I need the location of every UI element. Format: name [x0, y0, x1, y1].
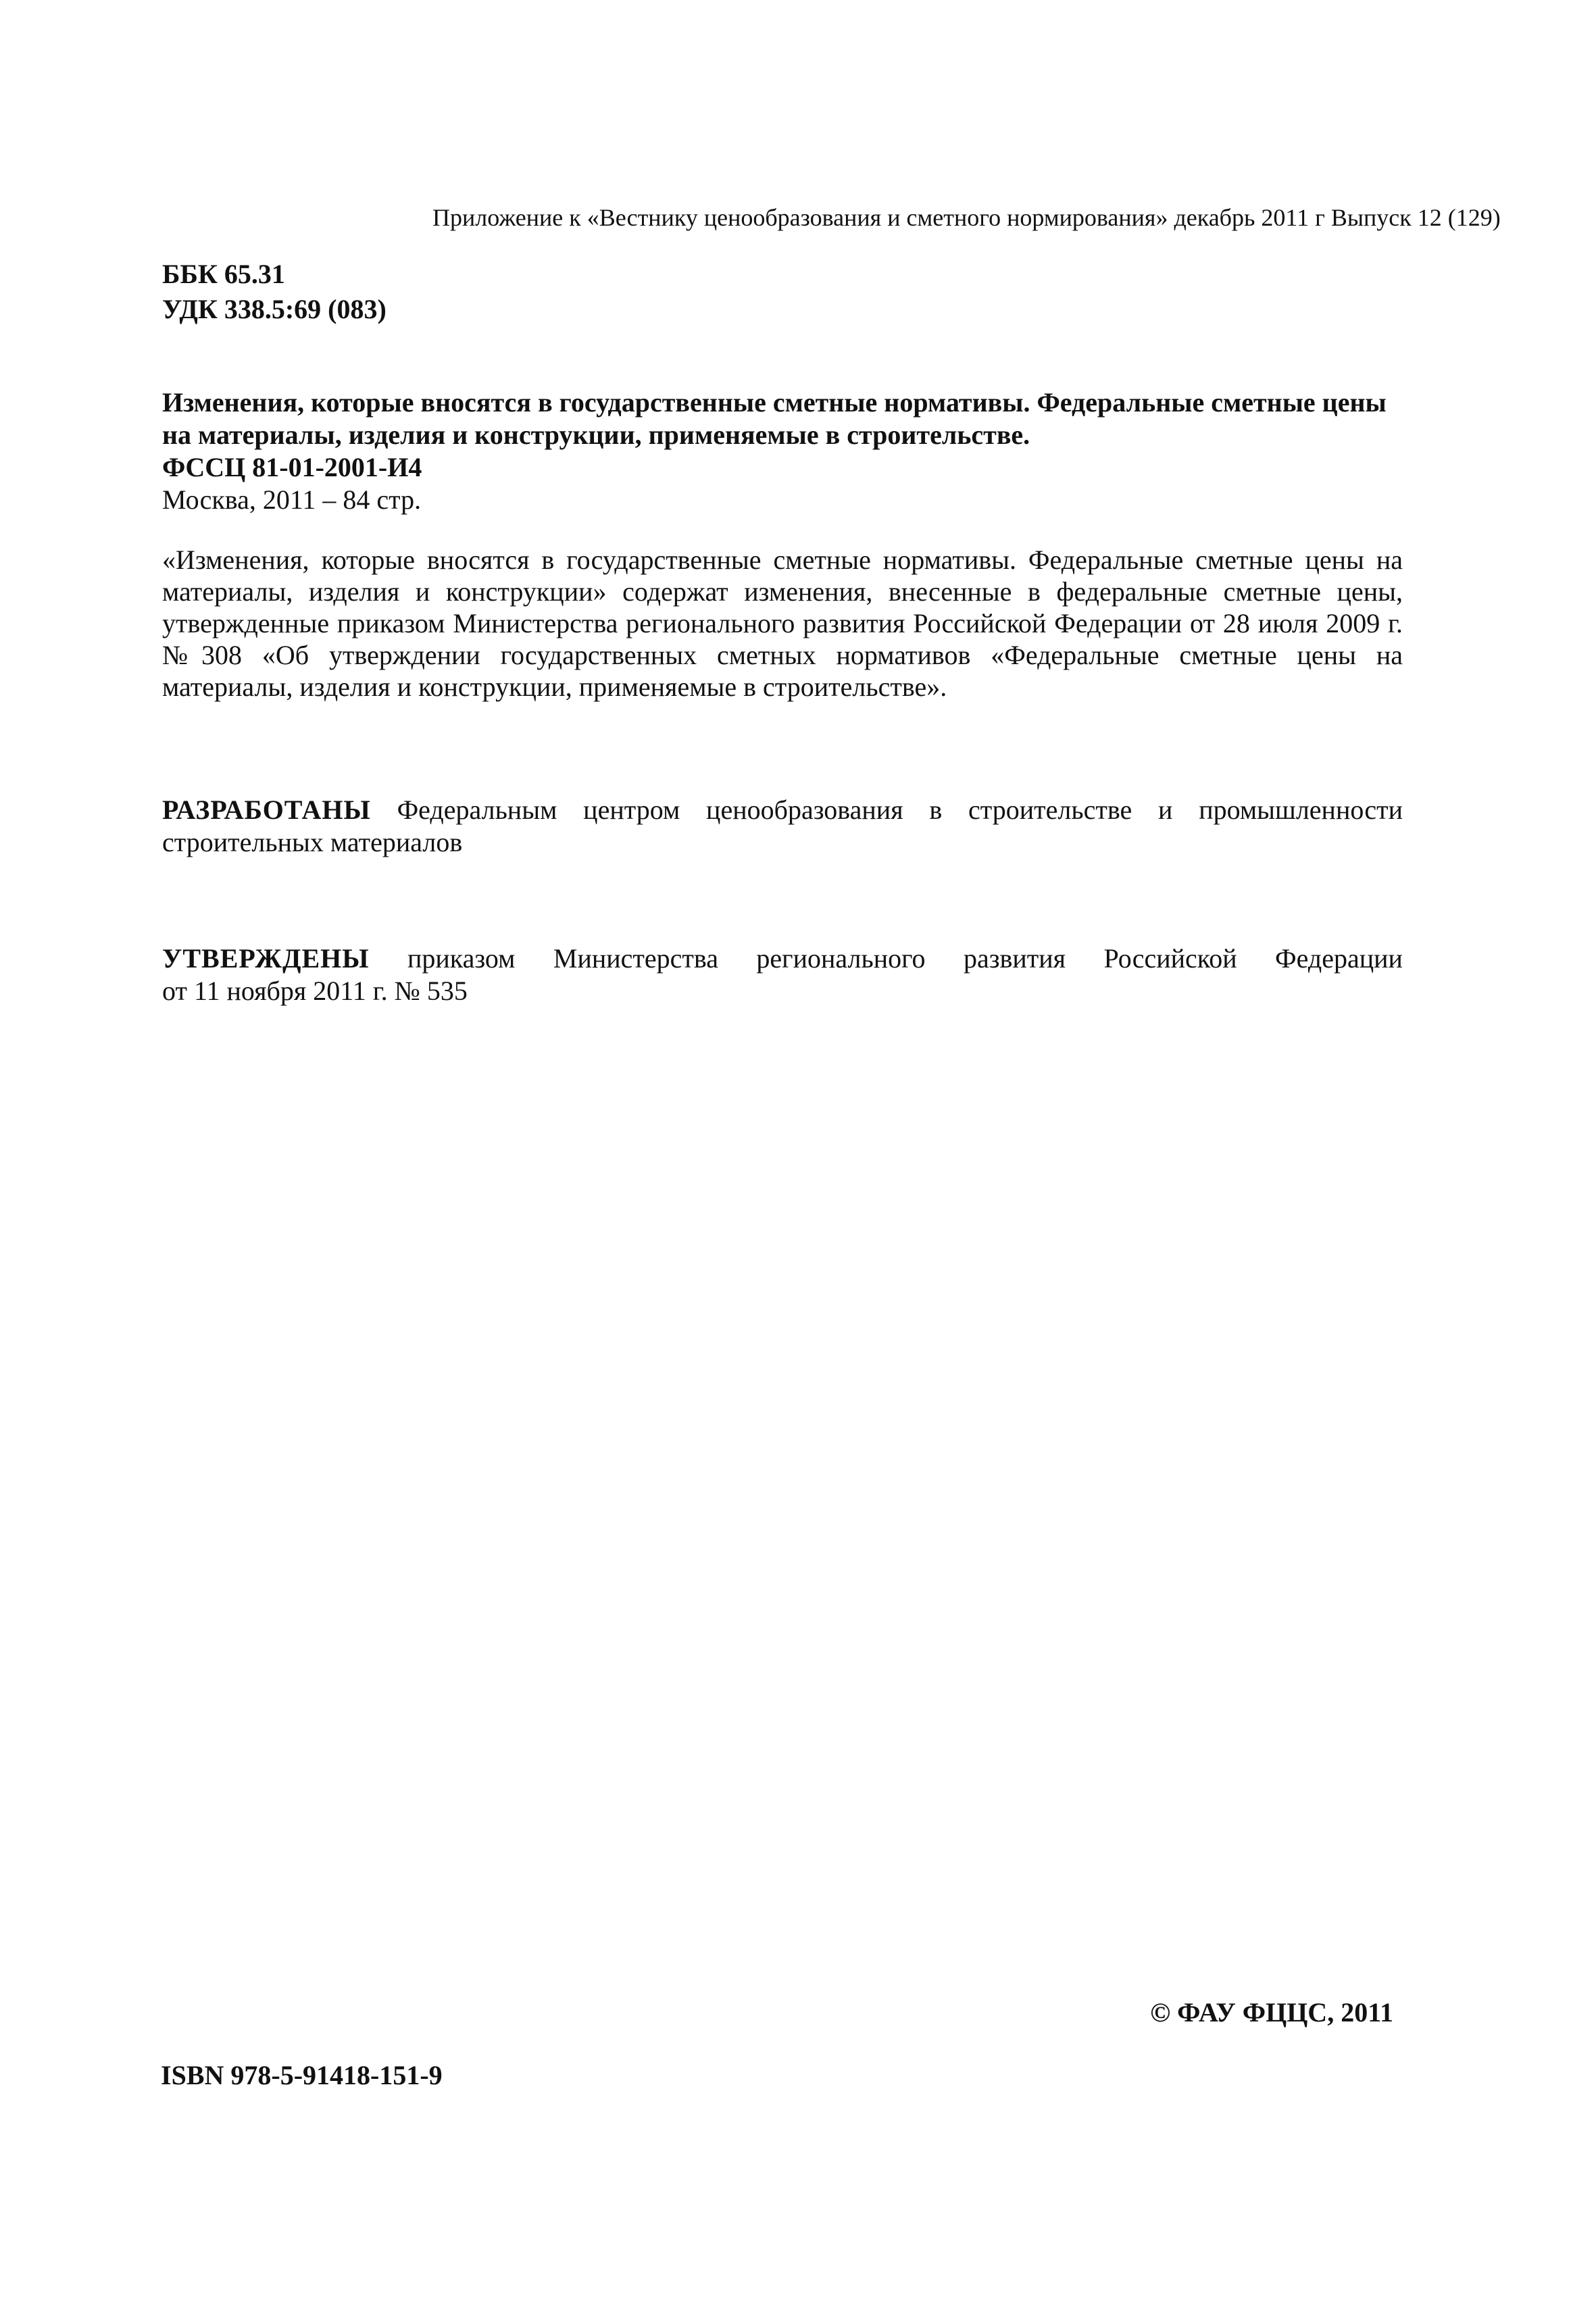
- title-line-2: на материалы, изделия и конструкции, применяемые в строительстве.: [162, 420, 1030, 450]
- developed-text: Федеральным центром ценообразования в строительстве и промышленности строительных материалов: [162, 795, 1403, 857]
- approved-label: УТВЕРЖДЕНЫ: [162, 943, 370, 974]
- approved-line-2: от 11 ноября 2011 г. № 535: [162, 976, 468, 1006]
- bbk-code: ББК 65.31: [162, 259, 285, 289]
- title-line-1: Изменения, которые вносятся в государственные сметные нормативы. Федеральные сметные цены: [162, 387, 1387, 418]
- approved-by-paragraph: [162, 942, 1403, 1007]
- developed-by-paragraph: [162, 794, 1403, 859]
- udk-code: УДК 338.5:69 (083): [162, 294, 386, 324]
- document-code: ФССЦ 81-01-2001-И4: [162, 452, 422, 482]
- document-title-block: [162, 386, 1412, 516]
- approved-word: регионального: [756, 943, 926, 974]
- copyright-notice: © ФАУ ФЦЦС, 2011: [1150, 1997, 1393, 2028]
- abstract-paragraph: «Изменения, которые вносятся в государственные сметные нормативы. Федеральные сметные цены на материалы, изделия и конструкции» содержат изменения, внесенные в федеральные сметные цены, утвержденные приказом Министерства регионального развития Российской Федерации от 28 июля 2009 г. №308 «Об утверждении государственных сметных нормативов «Федеральные сметные цены на материалы, изделия и конструкции, применяемые в строительстве».: [162, 545, 1403, 702]
- approved-word: развития: [963, 943, 1066, 974]
- supplement-header: Приложение к «Вестнику ценообразования и сметного нормирования» декабрь 2011 г Выпуск 12 (129): [432, 204, 1501, 231]
- developed-label: РАЗРАБОТАНЫ: [162, 795, 371, 825]
- approved-word: Министерства: [553, 943, 719, 974]
- approved-line-1: [162, 942, 1403, 975]
- isbn-number: ISBN 978-5-91418-151-9: [161, 2060, 443, 2090]
- approved-word: Федерации: [1275, 943, 1403, 974]
- approved-word: приказом: [407, 943, 516, 974]
- classification-codes: [162, 257, 386, 327]
- approved-word: Российской: [1103, 943, 1237, 974]
- imprint: Москва, 2011 – 84 стр.: [162, 484, 422, 515]
